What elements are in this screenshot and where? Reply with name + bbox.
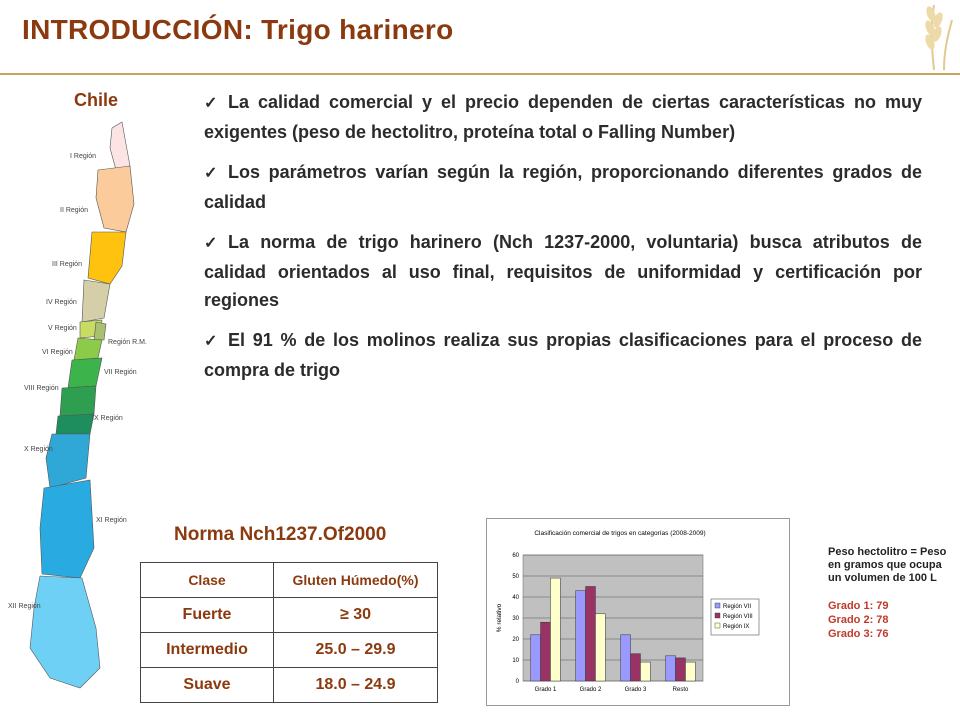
map-region-label: III Región	[52, 261, 82, 268]
clase-cell: Suave	[141, 668, 274, 703]
bullet-list	[204, 88, 922, 396]
map-region-label: VIII Región	[24, 385, 59, 392]
region-iv-shape	[82, 280, 110, 322]
bullet-text: El 91 % de los molinos realiza sus propias clasificaciones para el proceso de compra de trigo	[204, 330, 922, 380]
norma-title: Norma Nch1237.Of2000	[174, 524, 387, 545]
clase-cell: Intermedio	[141, 633, 274, 668]
checkmark-icon: ✓	[204, 165, 218, 182]
legend-entry: Región VII	[723, 604, 752, 610]
grado-item: Grado 3: 76	[828, 628, 889, 640]
checkmark-icon: ✓	[204, 235, 218, 252]
bar	[631, 654, 641, 681]
bar	[595, 614, 605, 681]
gluten-cell: 25.0 – 29.9	[274, 633, 438, 668]
region-x-shape	[46, 434, 90, 488]
bar	[531, 635, 541, 681]
region-vi-shape	[74, 338, 102, 360]
y-tick-label: 60	[512, 553, 519, 559]
bullet-text: La calidad comercial y el precio dependen de ciertas características no muy exigentes (peso de hectolitro, proteína total o Falling Number)	[204, 92, 922, 142]
map-label: Chile	[74, 90, 119, 110]
map-region-label: IV Región	[46, 299, 77, 306]
map-region-label: X Región	[24, 446, 53, 453]
region-viii-shape	[60, 386, 96, 416]
bar-chart	[487, 519, 789, 705]
gluten-cell: 18.0 – 24.9	[274, 668, 438, 703]
bullet-item	[204, 326, 922, 384]
wheat-icon	[904, 0, 954, 70]
table-header-row	[141, 563, 438, 598]
table-row	[141, 633, 438, 668]
chart-container	[486, 518, 790, 706]
x-tick-label: Grado 3	[624, 687, 647, 693]
clase-cell: Fuerte	[141, 598, 274, 633]
norma-table	[140, 562, 438, 703]
region-rm-shape	[94, 322, 106, 340]
y-tick-label: 0	[515, 679, 519, 685]
legend-swatch	[715, 623, 720, 628]
region-ix-shape	[56, 414, 94, 434]
x-tick-label: Resto	[672, 687, 689, 693]
bar	[621, 635, 631, 681]
bullet-item	[204, 88, 922, 146]
map-region-label: Región R.M.	[108, 339, 147, 346]
legend-entry: Región IX	[723, 624, 750, 630]
y-tick-label: 30	[512, 616, 519, 622]
bullet-item	[204, 228, 922, 314]
region-xii-shape	[30, 576, 100, 688]
y-tick-label: 10	[512, 658, 519, 664]
table-row	[141, 598, 438, 633]
x-tick-label: Grado 2	[579, 687, 602, 693]
hectolitro-definition: Peso hectolitro = Peso en gramos que ocupa un volumen de 100 L	[828, 546, 947, 584]
map-region-label: IX Región	[92, 415, 123, 422]
grado-item: Grado 2: 78	[828, 614, 889, 626]
x-tick-label: Grado 1	[534, 687, 557, 693]
legend-swatch	[715, 603, 720, 608]
map-region-label: VII Región	[104, 369, 137, 376]
grado-item: Grado 1: 79	[828, 600, 889, 612]
map-region-label: XI Región	[96, 517, 127, 524]
checkmark-icon: ✓	[204, 333, 218, 350]
page-title: INTRODUCCIÓN: Trigo harinero	[22, 14, 454, 45]
region-iii-shape	[88, 232, 126, 284]
map-region-label: I Región	[70, 153, 97, 160]
bullet-text: La norma de trigo harinero (Nch 1237-2000, voluntaria) busca atributos de calidad orientados al uso final, requisitos de uniformidad y certificación por regiones	[204, 232, 922, 310]
column-header: Clase	[141, 563, 274, 598]
bar	[550, 578, 560, 681]
bar	[685, 662, 695, 681]
y-tick-label: 50	[512, 574, 519, 580]
map-region-label: XII Región	[8, 603, 41, 610]
bar	[586, 587, 596, 682]
region-vii-shape	[68, 358, 102, 388]
y-tick-label: 40	[512, 595, 519, 601]
bar	[666, 656, 676, 681]
legend-entry: Región VIII	[723, 614, 753, 620]
table-row	[141, 668, 438, 703]
checkmark-icon: ✓	[204, 95, 218, 112]
region-xi-shape	[40, 480, 94, 578]
bar	[676, 658, 686, 681]
grados-list	[828, 599, 952, 641]
chart-title: Clasificación comercial de trigos en categorías (2008-2009)	[534, 530, 706, 537]
title-divider	[0, 73, 960, 75]
map-region-label: VI Región	[42, 349, 73, 356]
bar	[576, 591, 586, 681]
bar	[541, 622, 551, 681]
map-region-label: V Región	[48, 325, 77, 332]
bar	[640, 662, 650, 681]
region-ii-shape	[96, 166, 134, 232]
legend-swatch	[715, 613, 720, 618]
region-i-shape	[110, 122, 130, 170]
bullet-text: Los parámetros varían según la región, proporcionando diferentes grados de calidad	[204, 162, 922, 212]
side-note	[828, 546, 952, 641]
bullet-item	[204, 158, 922, 216]
map-region-label: II Región	[60, 207, 89, 214]
column-header: Gluten Húmedo(%)	[274, 563, 438, 598]
y-tick-label: 20	[512, 637, 519, 643]
gluten-cell: ≥ 30	[274, 598, 438, 633]
y-axis-label: % relativo	[496, 603, 503, 633]
